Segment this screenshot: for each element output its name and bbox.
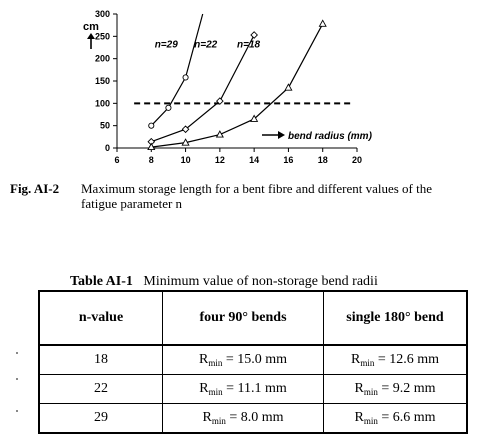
data-point: [183, 75, 188, 80]
figure-caption-text: Maximum storage length for a bent fibre and different values of the fatigue parameter n: [81, 181, 433, 211]
x-tick-label: 12: [214, 155, 225, 165]
table-row: [39, 345, 467, 375]
four-bends-cell: $R_{min} = 15.0$ mm: [163, 345, 324, 375]
four-bends-cell: $R_{min} = 8.0$ mm: [163, 404, 324, 434]
y-tick-label: 250: [94, 31, 110, 42]
scan-margin-dot: [16, 378, 18, 380]
y-tick-label: 300: [94, 9, 110, 19]
header-n-value: n-value: [39, 291, 163, 345]
series-label: n=18: [237, 39, 261, 51]
data-point: [149, 123, 154, 128]
x-tick-label: 20: [351, 155, 363, 165]
single-bend-cell: $R_{min} = 6.6$ mm: [324, 404, 468, 434]
data-point: [166, 105, 171, 110]
table-title: [70, 274, 378, 290]
x-tick-label: 6: [114, 155, 120, 165]
scan-margin-dot: [16, 352, 18, 354]
y-tick-label: 150: [94, 76, 110, 86]
table-title-text: Minimum value of non-storage bend radii: [143, 274, 378, 289]
n-value-cell: 22: [39, 375, 163, 404]
table-row: [39, 375, 467, 404]
header-four-90-bends: four 90° bends: [163, 291, 324, 345]
y-tick-label: 100: [94, 98, 110, 109]
single-bend-cell: $R_{min} = 9.2$ mm: [324, 375, 468, 404]
n-value-cell: 18: [39, 345, 163, 375]
x-tick-label: 14: [249, 155, 260, 165]
table-number: Table AI-1: [70, 274, 133, 289]
n-value-cell: 29: [39, 404, 163, 434]
series-label: n=29: [154, 39, 178, 51]
table-row: [39, 404, 467, 434]
table-header-row: [39, 291, 467, 345]
bend-radius-annotation: bend radius (mm): [288, 131, 372, 142]
x-axis-right-arrow-icon: [262, 131, 285, 139]
y-tick-label: 200: [94, 53, 110, 64]
header-single-180-bend: single 180° bend: [324, 291, 468, 345]
y-tick-label: 50: [99, 120, 110, 131]
storage-length-chart: [0, 0, 491, 172]
four-bends-cell: $R_{min} = 11.1$ mm: [163, 375, 324, 404]
x-tick-label: 8: [148, 155, 154, 165]
scan-margin-dot: [16, 410, 18, 412]
y-axis-up-arrow-icon: [87, 33, 95, 49]
y-axis-label: cm: [83, 21, 99, 33]
data-point: [319, 20, 326, 26]
figure-number: Fig. AI-2: [10, 181, 60, 196]
x-tick-label: 10: [180, 155, 191, 165]
bend-radii-table: [38, 290, 468, 434]
data-point: [251, 32, 257, 38]
x-tick-label: 18: [317, 155, 328, 165]
series-line: [151, 14, 202, 126]
x-tick-label: 16: [283, 155, 294, 165]
single-bend-cell: $R_{min} = 12.6$ mm: [324, 345, 468, 375]
y-tick-label: 0: [104, 143, 110, 153]
data-point: [285, 84, 292, 90]
series-label: n=22: [194, 39, 218, 51]
